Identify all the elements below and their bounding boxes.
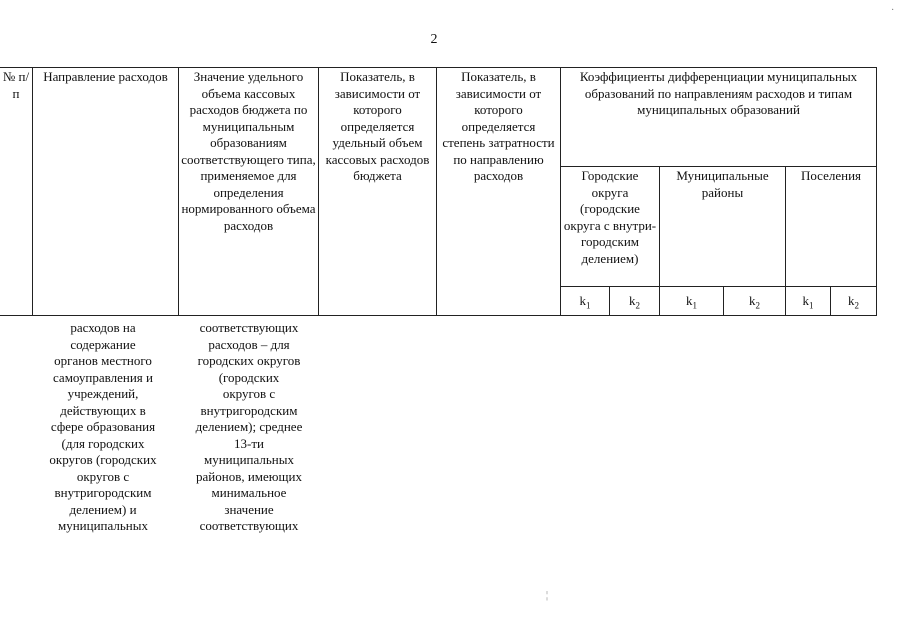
page-number: 2: [430, 32, 438, 47]
text-line: сфере образования: [50, 419, 156, 434]
header-table: [0, 67, 877, 316]
k1-cell: $k_1$: [660, 287, 724, 316]
subheader-city-districts: Городские округа (городские округа с внутри-городским делением): [561, 167, 660, 287]
scan-speck: ·: [891, 5, 895, 16]
text-line: городских округов: [197, 353, 301, 368]
column-header-indicator-cost: Показатель, в зависимости от которого определяется степень затратности по направлению расходов: [437, 68, 561, 316]
k2-cell: $k_2$: [831, 287, 877, 316]
text-line: расходов на: [70, 320, 136, 335]
k1-cell: $k_1$: [786, 287, 831, 316]
subheader-municipal-districts: Муниципальные районы: [660, 167, 786, 287]
text-line: расходов – для: [208, 336, 290, 352]
text-line: муниципальных: [203, 452, 294, 467]
text-line: делением); среднее: [195, 419, 303, 434]
value-continuation: [182, 320, 316, 535]
column-header-indicator-volume: Показатель, в зависимости от которого определяется удельный объем кассовых расходов бюджета: [319, 68, 437, 316]
text-line: (для городских: [61, 435, 145, 451]
text-line: самоуправления и: [53, 369, 153, 385]
text-line: округов с: [76, 468, 130, 484]
text-line: районов, имеющих: [196, 468, 302, 484]
column-header-direction: Направление расходов: [33, 68, 179, 316]
subheader-settlements: Поселения: [786, 167, 877, 287]
text-line: минимальное: [211, 485, 287, 500]
text-line: (городских: [218, 369, 280, 385]
scan-speck: ¦: [546, 590, 549, 601]
text-line: соответствующих: [199, 320, 299, 335]
k2-cell: $k_2$: [610, 287, 660, 316]
text-line: органов местного: [54, 353, 152, 368]
column-header-coefficients: Коэффициенты дифференциации муниципальных образований по направлениям расходов и типам муниципальных образований: [561, 68, 877, 167]
text-line: действующих в: [60, 402, 146, 418]
text-line: учреждений,: [67, 386, 139, 401]
text-line: внутригородским: [200, 402, 298, 418]
column-header-number: № п/п: [0, 68, 33, 316]
k1-cell: $k_1$: [561, 287, 610, 316]
text-line: значение: [224, 501, 274, 517]
text-line: округов с: [222, 386, 276, 401]
direction-continuation: [36, 320, 170, 535]
text-line: округов (городских: [49, 452, 157, 467]
column-header-value: Значение удельного объема кассовых расходов бюджета по муниципальным образованиям соответствующего типа, применяемое для определения нормированного объема расходов: [179, 68, 319, 316]
text-line: 13-ти: [234, 435, 264, 451]
text-line: соответствующих: [199, 518, 299, 533]
text-line: делением) и: [69, 501, 137, 517]
text-line: внутригородским: [54, 485, 152, 500]
text-line: муниципальных: [57, 518, 148, 533]
k2-cell: $k_2$: [724, 287, 786, 316]
text-line: содержание: [70, 336, 136, 352]
